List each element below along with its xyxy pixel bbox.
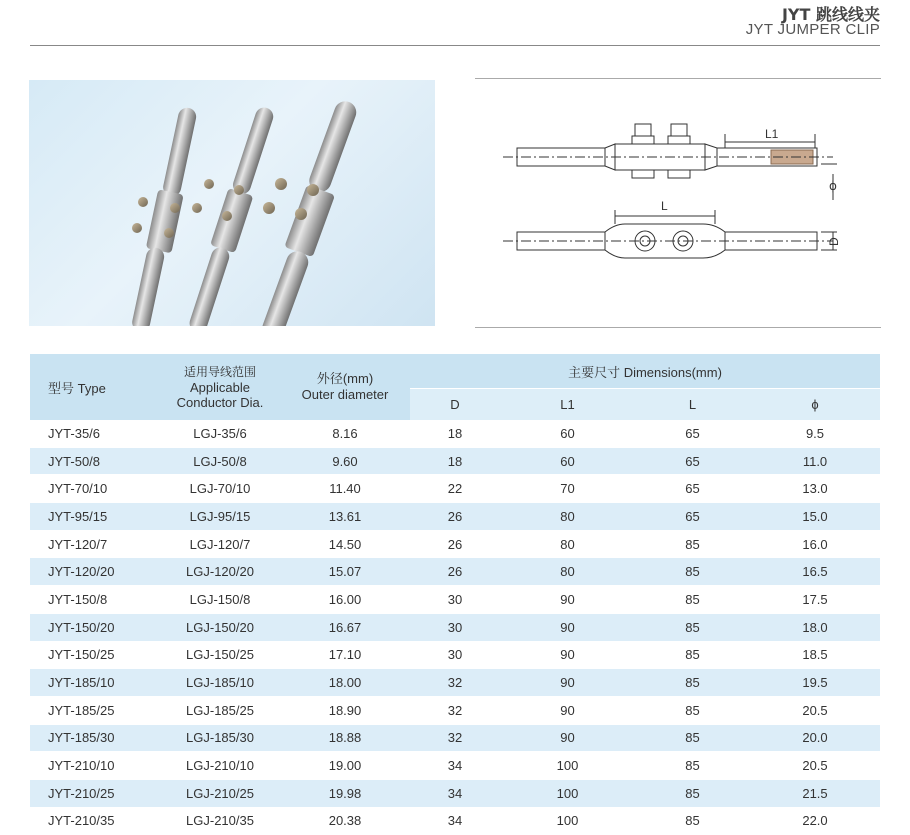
dim-label-d: D	[827, 237, 841, 246]
cell-d: 30	[410, 586, 500, 614]
cell-type: JYT-150/25	[30, 641, 160, 669]
cell-phi: 20.5	[750, 696, 880, 724]
cell-type: JYT-150/8	[30, 586, 160, 614]
cell-type: JYT-210/10	[30, 752, 160, 780]
cell-phi: 16.0	[750, 530, 880, 558]
clip-2	[187, 105, 275, 326]
cell-outer-diameter: 19.00	[280, 752, 410, 780]
header-type: 型号 Type	[30, 354, 160, 420]
table-row	[30, 558, 880, 586]
table-row	[30, 613, 880, 641]
header-conductor-cn: 适用导线范围	[183, 364, 256, 379]
dim-label-l: L	[661, 199, 668, 213]
cell-conductor: LGJ-185/30	[160, 724, 280, 752]
cell-outer-diameter: 18.88	[280, 724, 410, 752]
table-row	[30, 696, 880, 724]
cell-conductor: LGJ-150/25	[160, 641, 280, 669]
cell-type: JYT-95/15	[30, 503, 160, 531]
cell-outer-diameter: 20.38	[280, 807, 410, 835]
table-row	[30, 724, 880, 752]
cell-phi: 17.5	[750, 586, 880, 614]
jumper-clip-illustration	[29, 80, 435, 326]
table-row	[30, 447, 880, 475]
cell-outer-diameter: 19.98	[280, 779, 410, 807]
cell-type: JYT-210/25	[30, 779, 160, 807]
header-outer-en: Outer diameter	[301, 387, 389, 402]
header-col-d: D	[410, 389, 500, 421]
header-col-phi: ϕ	[750, 389, 880, 421]
cell-type: JYT-210/35	[30, 807, 160, 835]
dim-label-l1: L1	[765, 127, 779, 141]
cell-l1: 80	[500, 530, 635, 558]
cell-conductor: LGJ-70/10	[160, 475, 280, 503]
cell-outer-diameter: 13.61	[280, 503, 410, 531]
cell-conductor: LGJ-95/15	[160, 503, 280, 531]
cell-l1: 70	[500, 475, 635, 503]
cell-d: 34	[410, 752, 500, 780]
cell-phi: 9.5	[750, 420, 880, 447]
cell-phi: 11.0	[750, 447, 880, 475]
cell-l1: 80	[500, 503, 635, 531]
header-divider	[30, 45, 880, 46]
table-row	[30, 586, 880, 614]
cell-l1: 60	[500, 447, 635, 475]
cell-conductor: LGJ-120/7	[160, 530, 280, 558]
cell-l: 85	[635, 724, 750, 752]
header-outer-cn: 外径(mm)	[316, 371, 374, 386]
cell-conductor: LGJ-150/8	[160, 586, 280, 614]
table-row	[30, 503, 880, 531]
table-row	[30, 807, 880, 835]
cell-l1: 90	[500, 613, 635, 641]
drawing-svg	[475, 78, 881, 328]
cell-conductor: LGJ-210/35	[160, 807, 280, 835]
cell-l: 85	[635, 641, 750, 669]
cell-d: 22	[410, 475, 500, 503]
cell-d: 30	[410, 641, 500, 669]
header-conductor-en1: Applicable	[190, 379, 250, 395]
clip-1	[131, 106, 198, 326]
header-col-l1: L1	[500, 389, 635, 421]
cell-outer-diameter: 11.40	[280, 475, 410, 503]
cell-phi: 22.0	[750, 807, 880, 835]
header-conductor-en2: Conductor Dia.	[176, 394, 264, 410]
cell-conductor: LGJ-210/10	[160, 752, 280, 780]
cell-phi: 19.5	[750, 669, 880, 697]
cell-type: JYT-50/8	[30, 447, 160, 475]
header-conductor	[160, 354, 280, 420]
cell-l: 65	[635, 475, 750, 503]
cell-outer-diameter: 16.67	[280, 613, 410, 641]
table-row	[30, 641, 880, 669]
cell-l: 85	[635, 558, 750, 586]
cell-l: 85	[635, 669, 750, 697]
cell-d: 34	[410, 779, 500, 807]
cell-d: 34	[410, 807, 500, 835]
cell-l: 85	[635, 530, 750, 558]
technical-drawing	[475, 78, 881, 328]
table-row	[30, 669, 880, 697]
cell-outer-diameter: 15.07	[280, 558, 410, 586]
cell-l1: 100	[500, 779, 635, 807]
page-title-en: JYT JUMPER CLIP	[745, 21, 880, 38]
cell-d: 26	[410, 530, 500, 558]
table-row	[30, 779, 880, 807]
cell-d: 26	[410, 503, 500, 531]
cell-phi: 21.5	[750, 779, 880, 807]
cell-phi: 16.5	[750, 558, 880, 586]
cell-l: 65	[635, 420, 750, 447]
page-title-cn: JYT 跳线线夹	[781, 5, 880, 24]
cell-d: 32	[410, 724, 500, 752]
cell-d: 32	[410, 669, 500, 697]
spec-table-body	[30, 420, 880, 835]
cell-type: JYT-150/20	[30, 613, 160, 641]
cell-conductor: LGJ-35/6	[160, 420, 280, 447]
cell-l: 85	[635, 752, 750, 780]
cell-l: 85	[635, 696, 750, 724]
cell-d: 18	[410, 447, 500, 475]
product-photo	[29, 80, 435, 326]
cell-d: 32	[410, 696, 500, 724]
cell-type: JYT-185/25	[30, 696, 160, 724]
cell-d: 18	[410, 420, 500, 447]
cell-l: 85	[635, 779, 750, 807]
cell-l1: 90	[500, 696, 635, 724]
cell-l1: 90	[500, 724, 635, 752]
cell-l: 85	[635, 586, 750, 614]
cell-type: JYT-185/30	[30, 724, 160, 752]
cell-conductor: LGJ-210/25	[160, 779, 280, 807]
cell-l1: 100	[500, 752, 635, 780]
cell-conductor: LGJ-150/20	[160, 613, 280, 641]
cell-l: 65	[635, 447, 750, 475]
cell-l1: 100	[500, 807, 635, 835]
cell-outer-diameter: 16.00	[280, 586, 410, 614]
clip-3	[259, 98, 359, 326]
cell-outer-diameter: 8.16	[280, 420, 410, 447]
cell-l1: 90	[500, 669, 635, 697]
cell-l: 85	[635, 613, 750, 641]
table-row	[30, 530, 880, 558]
cell-conductor: LGJ-120/20	[160, 558, 280, 586]
spec-table	[30, 354, 880, 835]
cell-d: 30	[410, 613, 500, 641]
cell-conductor: LGJ-185/25	[160, 696, 280, 724]
header-outer-diameter	[280, 354, 410, 420]
cell-phi: 18.5	[750, 641, 880, 669]
cell-conductor: LGJ-185/10	[160, 669, 280, 697]
table-row	[30, 475, 880, 503]
cell-l1: 60	[500, 420, 635, 447]
cell-outer-diameter: 17.10	[280, 641, 410, 669]
table-row	[30, 752, 880, 780]
table-row	[30, 420, 880, 447]
header-col-l: L	[635, 389, 750, 421]
cell-phi: 20.5	[750, 752, 880, 780]
cell-phi: 18.0	[750, 613, 880, 641]
cell-d: 26	[410, 558, 500, 586]
cell-phi: 13.0	[750, 475, 880, 503]
cell-type: JYT-35/6	[30, 420, 160, 447]
cell-conductor: LGJ-50/8	[160, 447, 280, 475]
cell-type: JYT-70/10	[30, 475, 160, 503]
cell-l1: 90	[500, 586, 635, 614]
cell-type: JYT-185/10	[30, 669, 160, 697]
cell-l: 65	[635, 503, 750, 531]
cell-l: 85	[635, 807, 750, 835]
cell-type: JYT-120/7	[30, 530, 160, 558]
cell-type: JYT-120/20	[30, 558, 160, 586]
cell-outer-diameter: 9.60	[280, 447, 410, 475]
cell-phi: 20.0	[750, 724, 880, 752]
cell-l1: 80	[500, 558, 635, 586]
cell-outer-diameter: 18.00	[280, 669, 410, 697]
dim-label-phi: ϕ	[829, 179, 837, 193]
cell-outer-diameter: 18.90	[280, 696, 410, 724]
cell-l1: 90	[500, 641, 635, 669]
cell-phi: 15.0	[750, 503, 880, 531]
header-dimensions: 主要尺寸 Dimensions(mm)	[410, 354, 880, 389]
cell-outer-diameter: 14.50	[280, 530, 410, 558]
